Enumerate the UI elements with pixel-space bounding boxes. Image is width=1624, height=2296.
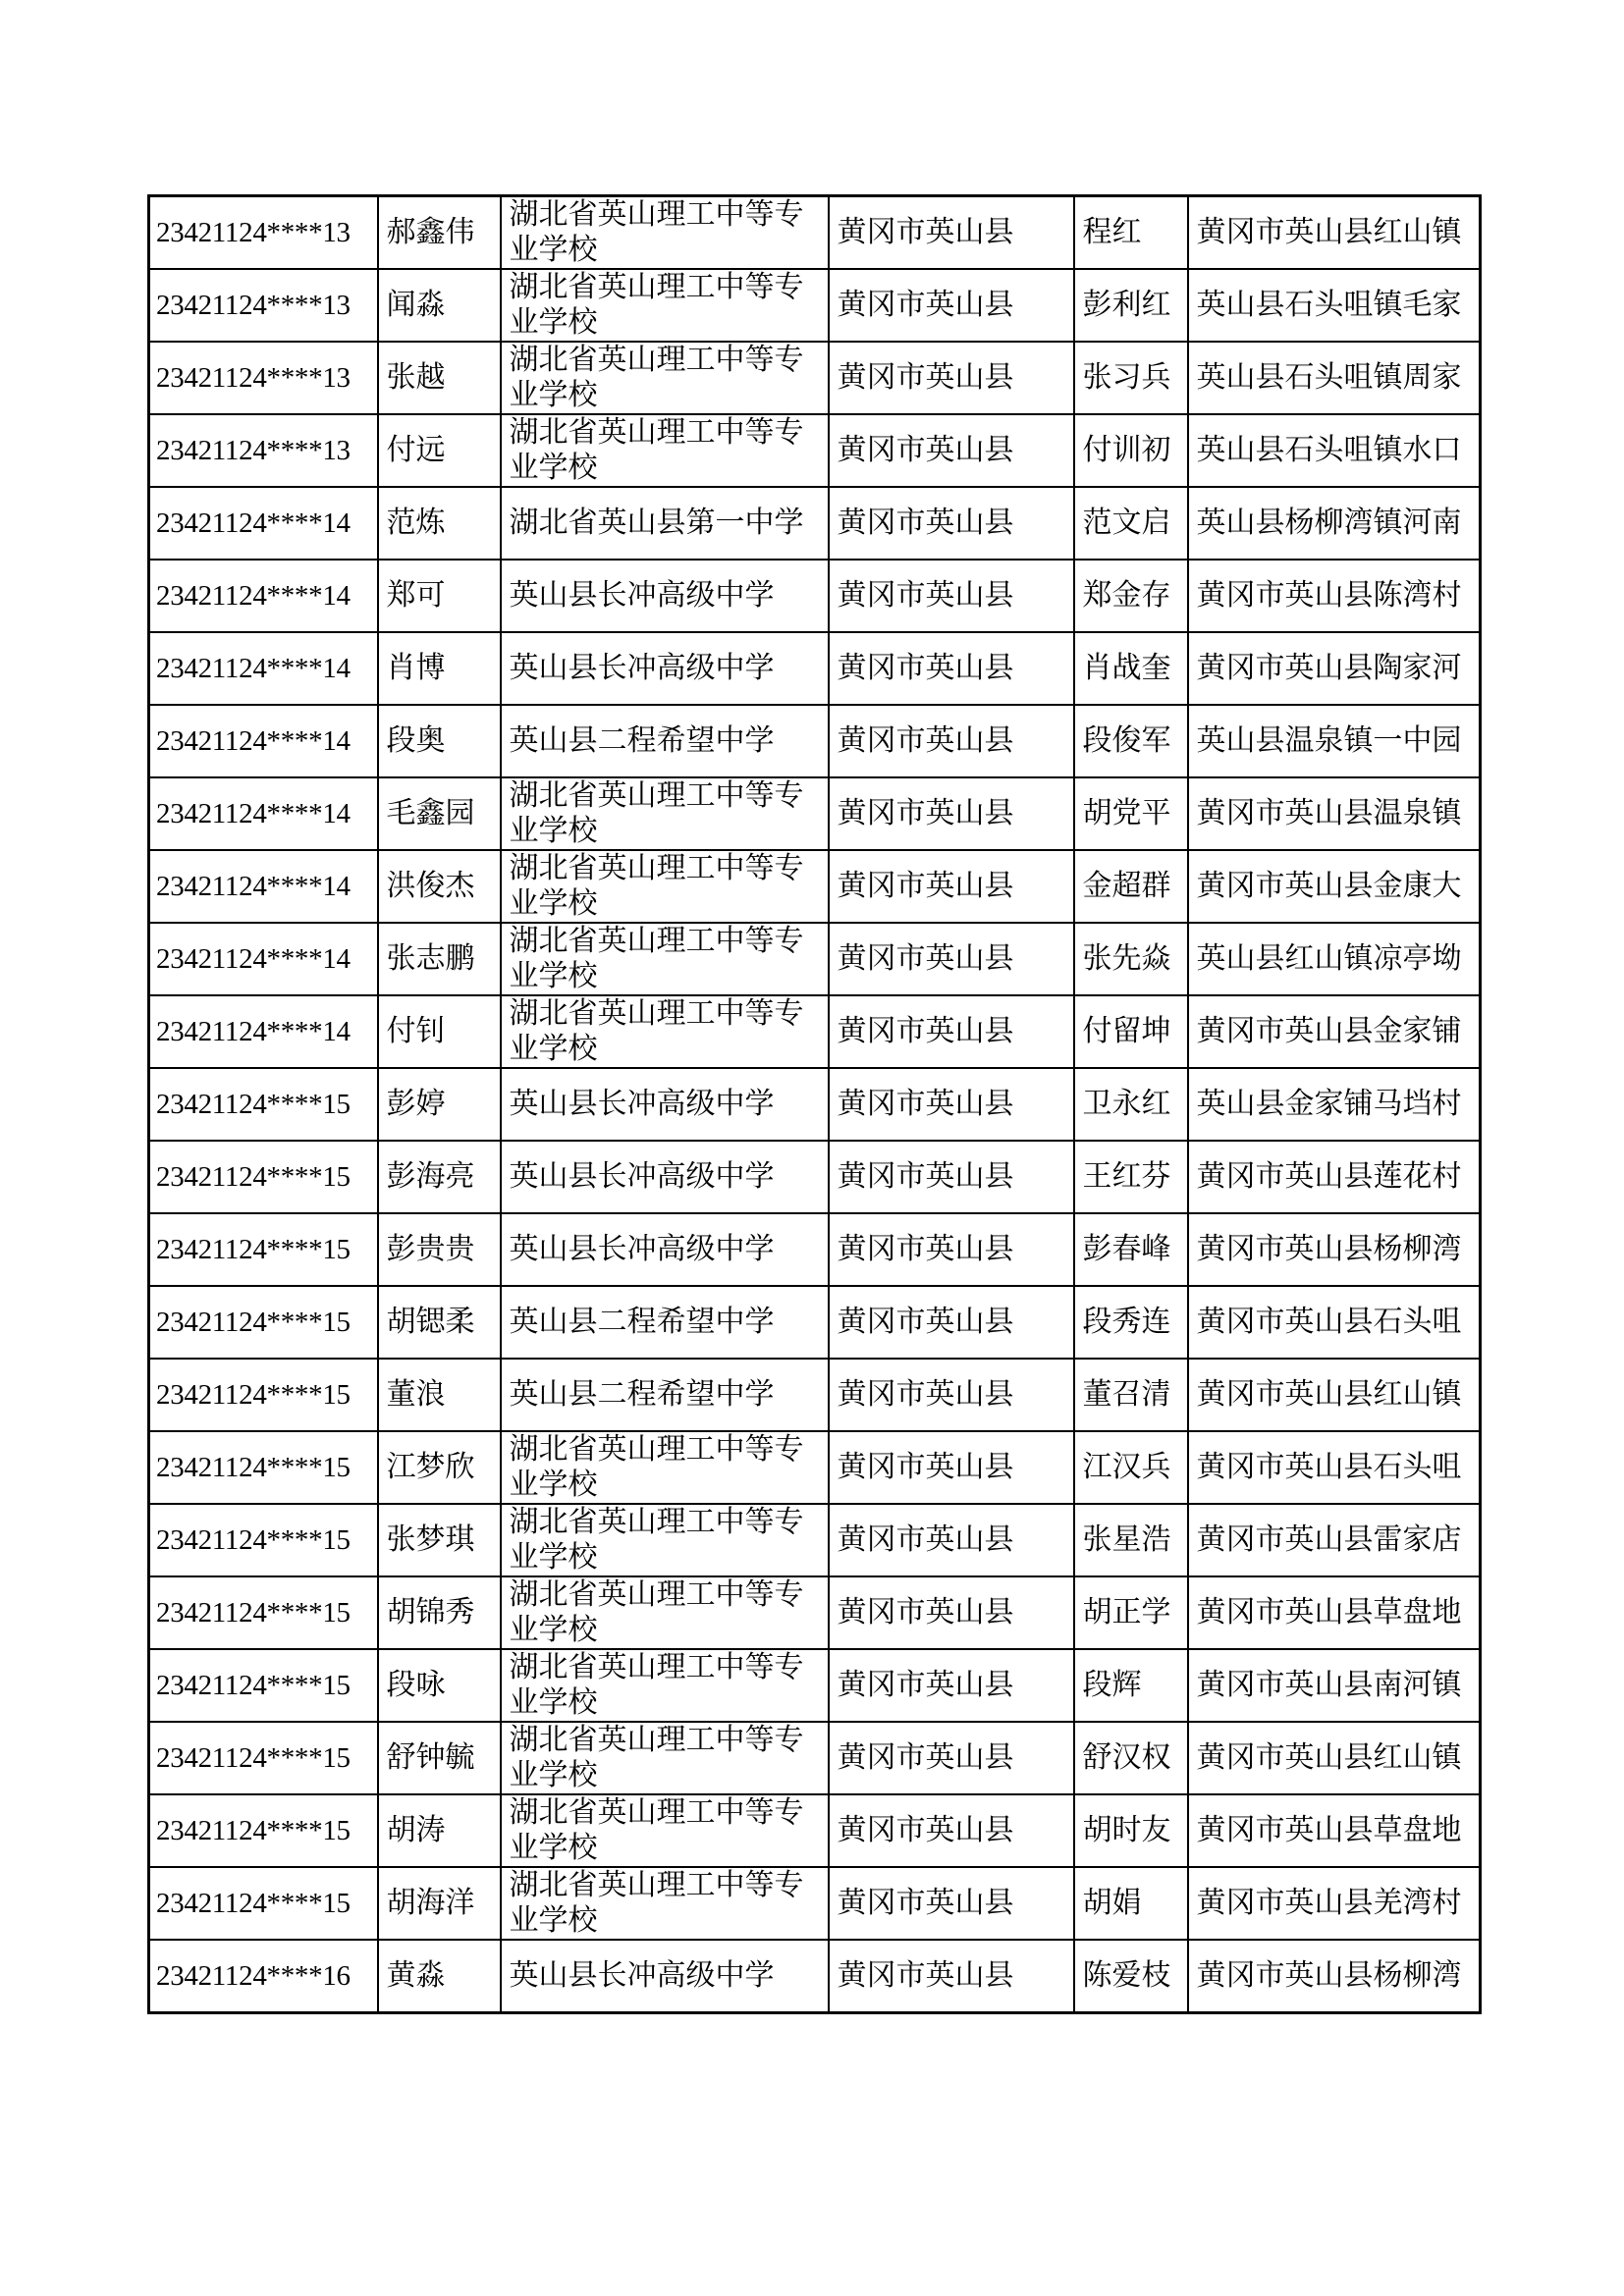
city-cell: 黄冈市英山县	[829, 414, 1074, 487]
school-cell: 湖北省英山理工中等专业学校	[501, 1576, 829, 1649]
table-row	[149, 995, 1481, 1068]
city-cell: 黄冈市英山县	[829, 1213, 1074, 1286]
parent-name-cell: 陈爱枝	[1074, 1940, 1188, 2013]
address-cell: 黄冈市英山县杨柳湾	[1188, 1940, 1481, 2013]
table-row	[149, 196, 1481, 270]
address-cell: 黄冈市英山县金康大	[1188, 850, 1481, 923]
address-cell: 黄冈市英山县莲花村	[1188, 1141, 1481, 1213]
id-number-cell: 23421124****14	[149, 923, 378, 995]
address-cell: 黄冈市英山县石头咀	[1188, 1286, 1481, 1359]
id-number-cell: 23421124****15	[149, 1068, 378, 1141]
parent-name-cell: 胡娟	[1074, 1867, 1188, 1940]
parent-name-cell: 金超群	[1074, 850, 1188, 923]
school-cell: 湖北省英山县第一中学	[501, 487, 829, 560]
school-cell: 英山县长冲高级中学	[501, 1141, 829, 1213]
id-number-cell: 23421124****13	[149, 196, 378, 270]
city-cell: 黄冈市英山县	[829, 850, 1074, 923]
address-cell: 黄冈市英山县南河镇	[1188, 1649, 1481, 1722]
parent-name-cell: 彭春峰	[1074, 1213, 1188, 1286]
table-row	[149, 1576, 1481, 1649]
id-number-cell: 23421124****15	[149, 1431, 378, 1504]
table-row	[149, 1141, 1481, 1213]
school-cell: 英山县长冲高级中学	[501, 560, 829, 632]
parent-name-cell: 段秀连	[1074, 1286, 1188, 1359]
address-cell: 黄冈市英山县红山镇	[1188, 1359, 1481, 1431]
table-row	[149, 632, 1481, 705]
school-cell: 湖北省英山理工中等专业学校	[501, 414, 829, 487]
parent-name-cell: 胡正学	[1074, 1576, 1188, 1649]
id-number-cell: 23421124****15	[149, 1649, 378, 1722]
city-cell: 黄冈市英山县	[829, 1940, 1074, 2013]
id-number-cell: 23421124****14	[149, 560, 378, 632]
id-number-cell: 23421124****14	[149, 850, 378, 923]
student-name-cell: 彭海亮	[378, 1141, 501, 1213]
student-name-cell: 段咏	[378, 1649, 501, 1722]
parent-name-cell: 付训初	[1074, 414, 1188, 487]
school-cell: 英山县长冲高级中学	[501, 1068, 829, 1141]
table-row	[149, 1722, 1481, 1794]
parent-name-cell: 段辉	[1074, 1649, 1188, 1722]
table-row	[149, 1359, 1481, 1431]
id-number-cell: 23421124****15	[149, 1286, 378, 1359]
id-number-cell: 23421124****15	[149, 1213, 378, 1286]
parent-name-cell: 张先焱	[1074, 923, 1188, 995]
city-cell: 黄冈市英山县	[829, 923, 1074, 995]
address-cell: 黄冈市英山县温泉镇	[1188, 777, 1481, 850]
id-number-cell: 23421124****13	[149, 269, 378, 342]
city-cell: 黄冈市英山县	[829, 1286, 1074, 1359]
student-name-cell: 彭贵贵	[378, 1213, 501, 1286]
table-row	[149, 1940, 1481, 2013]
table-body	[149, 196, 1481, 2013]
address-cell: 英山县金家铺马垱村	[1188, 1068, 1481, 1141]
address-cell: 英山县温泉镇一中园	[1188, 705, 1481, 777]
table-row	[149, 1068, 1481, 1141]
student-name-cell: 胡锶柔	[378, 1286, 501, 1359]
city-cell: 黄冈市英山县	[829, 1068, 1074, 1141]
id-number-cell: 23421124****14	[149, 777, 378, 850]
school-cell: 英山县二程希望中学	[501, 705, 829, 777]
student-name-cell: 闻淼	[378, 269, 501, 342]
address-cell: 黄冈市英山县陶家河	[1188, 632, 1481, 705]
city-cell: 黄冈市英山县	[829, 342, 1074, 414]
address-cell: 黄冈市英山县红山镇	[1188, 196, 1481, 270]
student-name-cell: 胡海洋	[378, 1867, 501, 1940]
school-cell: 湖北省英山理工中等专业学校	[501, 1649, 829, 1722]
id-number-cell: 23421124****15	[149, 1867, 378, 1940]
address-cell: 黄冈市英山县羌湾村	[1188, 1867, 1481, 1940]
id-number-cell: 23421124****14	[149, 995, 378, 1068]
table-row	[149, 1867, 1481, 1940]
student-name-cell: 董浪	[378, 1359, 501, 1431]
student-name-cell: 张越	[378, 342, 501, 414]
student-name-cell: 肖博	[378, 632, 501, 705]
id-number-cell: 23421124****15	[149, 1576, 378, 1649]
address-cell: 英山县石头咀镇周家	[1188, 342, 1481, 414]
city-cell: 黄冈市英山县	[829, 1431, 1074, 1504]
id-number-cell: 23421124****15	[149, 1359, 378, 1431]
table-row	[149, 342, 1481, 414]
address-cell: 黄冈市英山县红山镇	[1188, 1722, 1481, 1794]
address-cell: 黄冈市英山县雷家店	[1188, 1504, 1481, 1576]
id-number-cell: 23421124****13	[149, 342, 378, 414]
address-cell: 黄冈市英山县石头咀	[1188, 1431, 1481, 1504]
school-cell: 湖北省英山理工中等专业学校	[501, 342, 829, 414]
school-cell: 湖北省英山理工中等专业学校	[501, 995, 829, 1068]
city-cell: 黄冈市英山县	[829, 487, 1074, 560]
table-row	[149, 269, 1481, 342]
city-cell: 黄冈市英山县	[829, 269, 1074, 342]
id-number-cell: 23421124****15	[149, 1794, 378, 1867]
school-cell: 英山县长冲高级中学	[501, 1940, 829, 2013]
school-cell: 英山县二程希望中学	[501, 1359, 829, 1431]
table-row	[149, 1213, 1481, 1286]
city-cell: 黄冈市英山县	[829, 1504, 1074, 1576]
parent-name-cell: 张星浩	[1074, 1504, 1188, 1576]
id-number-cell: 23421124****14	[149, 632, 378, 705]
school-cell: 湖北省英山理工中等专业学校	[501, 923, 829, 995]
address-cell: 英山县石头咀镇水口	[1188, 414, 1481, 487]
school-cell: 英山县长冲高级中学	[501, 1213, 829, 1286]
student-name-cell: 范炼	[378, 487, 501, 560]
school-cell: 湖北省英山理工中等专业学校	[501, 1794, 829, 1867]
school-cell: 湖北省英山理工中等专业学校	[501, 1504, 829, 1576]
parent-name-cell: 卫永红	[1074, 1068, 1188, 1141]
parent-name-cell: 胡时友	[1074, 1794, 1188, 1867]
student-name-cell: 付远	[378, 414, 501, 487]
parent-name-cell: 段俊军	[1074, 705, 1188, 777]
address-cell: 英山县红山镇凉亭坳	[1188, 923, 1481, 995]
table-row	[149, 487, 1481, 560]
city-cell: 黄冈市英山县	[829, 1794, 1074, 1867]
student-name-cell: 郑可	[378, 560, 501, 632]
student-name-cell: 黄淼	[378, 1940, 501, 2013]
city-cell: 黄冈市英山县	[829, 1867, 1074, 1940]
student-name-cell: 彭婷	[378, 1068, 501, 1141]
parent-name-cell: 郑金存	[1074, 560, 1188, 632]
parent-name-cell: 付留坤	[1074, 995, 1188, 1068]
student-name-cell: 郝鑫伟	[378, 196, 501, 270]
school-cell: 湖北省英山理工中等专业学校	[501, 777, 829, 850]
student-name-cell: 张梦琪	[378, 1504, 501, 1576]
table-row	[149, 1431, 1481, 1504]
student-list-table	[147, 194, 1482, 2014]
city-cell: 黄冈市英山县	[829, 705, 1074, 777]
address-cell: 黄冈市英山县杨柳湾	[1188, 1213, 1481, 1286]
parent-name-cell: 董召清	[1074, 1359, 1188, 1431]
address-cell: 黄冈市英山县金家铺	[1188, 995, 1481, 1068]
parent-name-cell: 范文启	[1074, 487, 1188, 560]
address-cell: 黄冈市英山县草盘地	[1188, 1576, 1481, 1649]
parent-name-cell: 胡党平	[1074, 777, 1188, 850]
school-cell: 湖北省英山理工中等专业学校	[501, 1867, 829, 1940]
student-name-cell: 付钊	[378, 995, 501, 1068]
id-number-cell: 23421124****15	[149, 1504, 378, 1576]
city-cell: 黄冈市英山县	[829, 632, 1074, 705]
table-row	[149, 705, 1481, 777]
parent-name-cell: 江汉兵	[1074, 1431, 1188, 1504]
school-cell: 湖北省英山理工中等专业学校	[501, 1431, 829, 1504]
table-row	[149, 1649, 1481, 1722]
school-cell: 英山县长冲高级中学	[501, 632, 829, 705]
student-name-cell: 胡锦秀	[378, 1576, 501, 1649]
city-cell: 黄冈市英山县	[829, 560, 1074, 632]
table-row	[149, 1794, 1481, 1867]
id-number-cell: 23421124****16	[149, 1940, 378, 2013]
school-cell: 湖北省英山理工中等专业学校	[501, 850, 829, 923]
city-cell: 黄冈市英山县	[829, 1722, 1074, 1794]
student-name-cell: 张志鹏	[378, 923, 501, 995]
student-name-cell: 洪俊杰	[378, 850, 501, 923]
city-cell: 黄冈市英山县	[829, 995, 1074, 1068]
city-cell: 黄冈市英山县	[829, 777, 1074, 850]
city-cell: 黄冈市英山县	[829, 1141, 1074, 1213]
parent-name-cell: 肖战奎	[1074, 632, 1188, 705]
id-number-cell: 23421124****15	[149, 1722, 378, 1794]
parent-name-cell: 彭利红	[1074, 269, 1188, 342]
address-cell: 黄冈市英山县陈湾村	[1188, 560, 1481, 632]
city-cell: 黄冈市英山县	[829, 1359, 1074, 1431]
id-number-cell: 23421124****13	[149, 414, 378, 487]
address-cell: 英山县杨柳湾镇河南	[1188, 487, 1481, 560]
school-cell: 湖北省英山理工中等专业学校	[501, 1722, 829, 1794]
id-number-cell: 23421124****14	[149, 487, 378, 560]
table-row	[149, 1286, 1481, 1359]
city-cell: 黄冈市英山县	[829, 1649, 1074, 1722]
address-cell: 英山县石头咀镇毛家	[1188, 269, 1481, 342]
table-row	[149, 777, 1481, 850]
parent-name-cell: 王红芬	[1074, 1141, 1188, 1213]
table-row	[149, 560, 1481, 632]
table-row	[149, 850, 1481, 923]
student-name-cell: 江梦欣	[378, 1431, 501, 1504]
address-cell: 黄冈市英山县草盘地	[1188, 1794, 1481, 1867]
school-cell: 湖北省英山理工中等专业学校	[501, 269, 829, 342]
city-cell: 黄冈市英山县	[829, 1576, 1074, 1649]
id-number-cell: 23421124****14	[149, 705, 378, 777]
student-name-cell: 胡涛	[378, 1794, 501, 1867]
city-cell: 黄冈市英山县	[829, 196, 1074, 270]
id-number-cell: 23421124****15	[149, 1141, 378, 1213]
school-cell: 英山县二程希望中学	[501, 1286, 829, 1359]
school-cell: 湖北省英山理工中等专业学校	[501, 196, 829, 270]
parent-name-cell: 程红	[1074, 196, 1188, 270]
table-row	[149, 1504, 1481, 1576]
table-row	[149, 923, 1481, 995]
parent-name-cell: 舒汉权	[1074, 1722, 1188, 1794]
parent-name-cell: 张习兵	[1074, 342, 1188, 414]
student-name-cell: 段奥	[378, 705, 501, 777]
student-name-cell: 舒钟毓	[378, 1722, 501, 1794]
table-row	[149, 414, 1481, 487]
student-name-cell: 毛鑫园	[378, 777, 501, 850]
